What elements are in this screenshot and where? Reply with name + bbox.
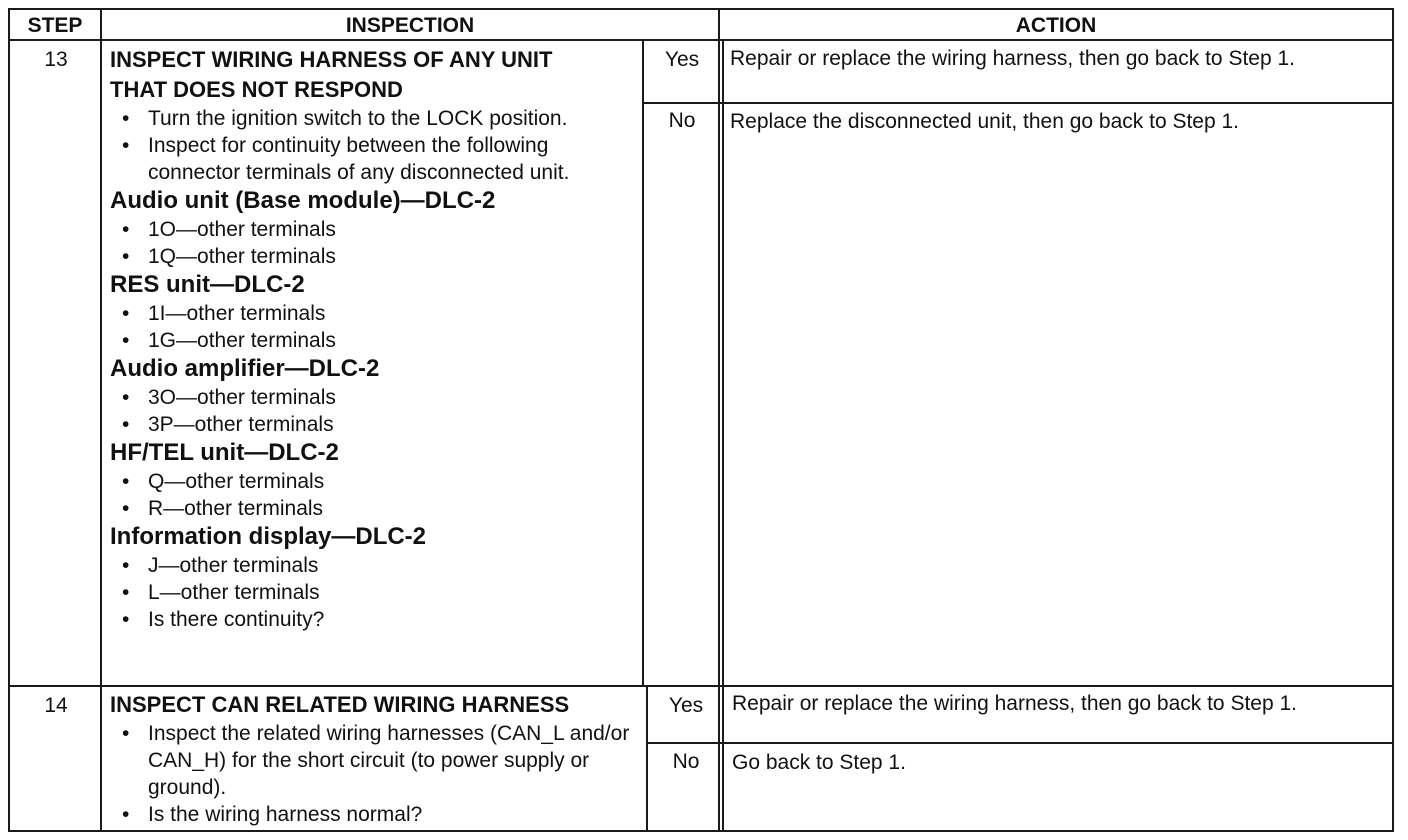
- list-item: • Is there continuity?: [122, 608, 325, 631]
- group-heading-audio-unit: Audio unit (Base module)—DLC-2: [110, 187, 496, 214]
- list-item: • Inspect for continuity between the following connector terminals of any disconnected unit.: [122, 134, 570, 184]
- list-item: • J—other terminals: [122, 554, 319, 577]
- group-list-information-display: [110, 552, 644, 633]
- yes-action-13: Repair or replace the wiring harness, then go back to Step 1.: [730, 47, 1295, 70]
- group-list-hf-tel-unit: [110, 468, 644, 522]
- step-number-14: 14: [44, 694, 68, 717]
- intro-list-13: [110, 105, 644, 186]
- row13-yes-no-line: [642, 102, 1392, 104]
- group-heading-audio-amplifier: Audio amplifier—DLC-2: [110, 355, 380, 382]
- no-label-14: No: [672, 750, 700, 773]
- yes-label-14: Yes: [668, 694, 704, 717]
- list-item: • Turn the ignition switch to the LOCK position.: [122, 107, 568, 130]
- list-item: • 1Q—other terminals: [122, 245, 336, 268]
- yes-label-13: Yes: [664, 48, 700, 71]
- row-separator: [10, 685, 1392, 687]
- list-item: • R—other terminals: [122, 497, 324, 520]
- header-action: ACTION: [1015, 14, 1097, 37]
- group-heading-hf-tel-unit: HF/TEL unit—DLC-2: [110, 439, 339, 466]
- group-heading-res-unit: RES unit—DLC-2: [110, 271, 305, 298]
- inspection-table: [8, 8, 1394, 832]
- inspection-13: [110, 45, 644, 633]
- no-label-13: No: [668, 109, 696, 132]
- list-item: • 3O—other terminals: [122, 386, 336, 409]
- list-item: • L—other terminals: [122, 581, 320, 604]
- group-list-audio-amplifier: [110, 384, 644, 438]
- yes-action-14: Repair or replace the wiring harness, then go back to Step 1.: [732, 692, 1297, 715]
- list-item: • 1G—other terminals: [122, 329, 336, 352]
- inspection-title-13a: INSPECT WIRING HARNESS OF ANY UNIT: [110, 47, 553, 72]
- list-item: • 3P—other terminals: [122, 413, 334, 436]
- divider-action-13: [722, 41, 724, 687]
- no-action-14: Go back to Step 1.: [732, 751, 906, 774]
- inspection-title-13b: THAT DOES NOT RESPOND: [110, 77, 403, 102]
- list-item: • Inspect the related wiring harnesses (CAN_L and/or CAN_H) for the short circuit (to power supply or ground).: [122, 722, 630, 799]
- list-item: • Q—other terminals: [122, 470, 325, 493]
- list-item: • 1O—other terminals: [122, 218, 336, 241]
- list-14: [110, 720, 640, 828]
- group-list-res-unit: [110, 300, 644, 354]
- step-number-13: 13: [44, 48, 68, 71]
- inspection-14: [110, 690, 640, 828]
- group-list-audio-unit: [110, 216, 644, 270]
- header-inspection: INSPECTION: [345, 14, 475, 37]
- row14-yes-no-line: [646, 742, 1392, 744]
- list-item: • Is the wiring harness normal?: [122, 803, 423, 826]
- list-item: • 1I—other terminals: [122, 302, 326, 325]
- inspection-title-14: INSPECT CAN RELATED WIRING HARNESS: [110, 692, 570, 717]
- group-heading-information-display: Information display—DLC-2: [110, 523, 427, 550]
- header-step: STEP: [27, 14, 83, 37]
- no-action-13: Replace the disconnected unit, then go back to Step 1.: [730, 110, 1240, 133]
